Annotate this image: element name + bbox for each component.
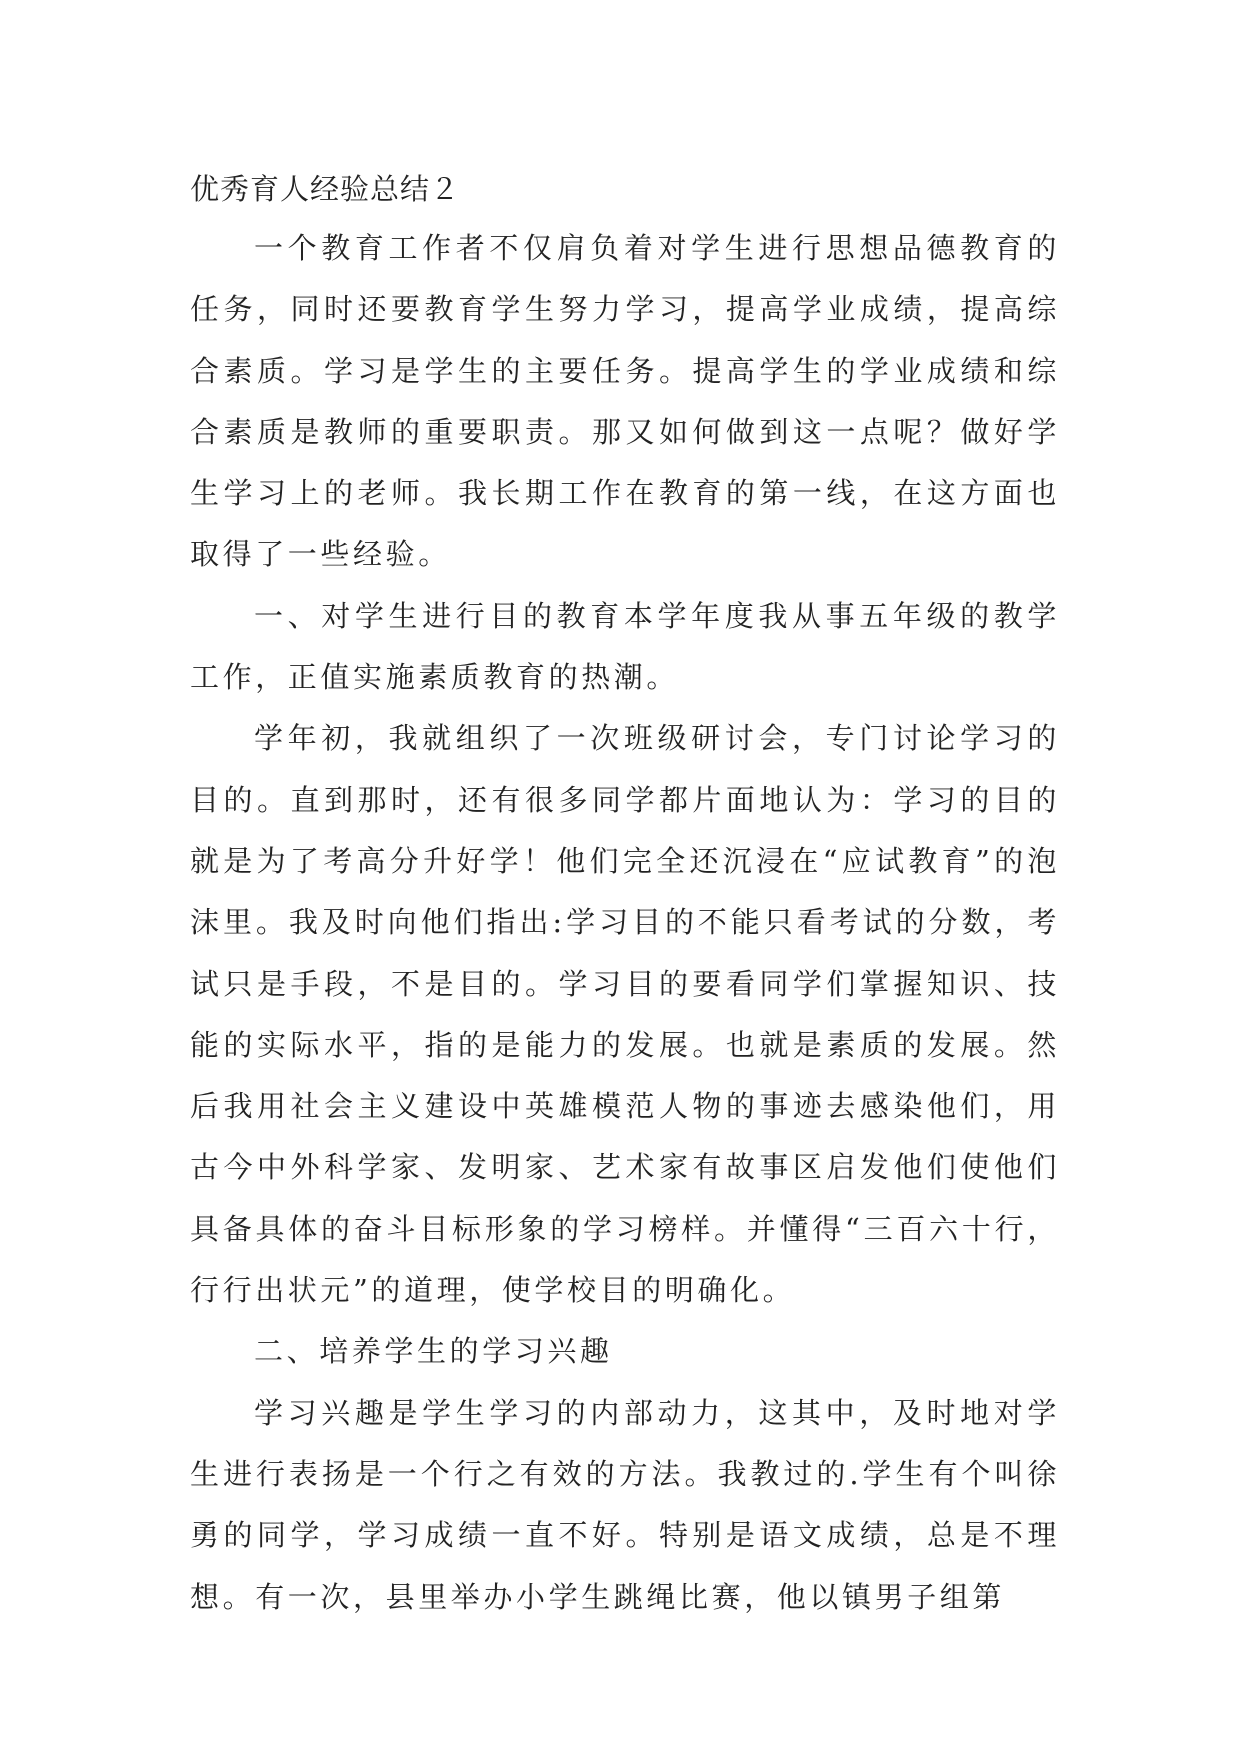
paragraph-study-interest: 学习兴趣是学生学习的内部动力，这其中，及时地对学生进行表扬是一个行之有效的方法。我教过的.学生有个叫徐勇的同学，学习成绩一直不好。特别是语文成绩，总是不理想。有一次，县里举办小学生跳绳比赛，他以镇男子组第 <box>190 1395 1060 1614</box>
document-body <box>190 160 1060 1628</box>
paragraph-section-one-heading: 一、对学生进行目的教育本学年度我从事五年级的教学工作，正值实施素质教育的热潮。 <box>190 598 1060 695</box>
paragraph-intro: 一个教育工作者不仅肩负着对学生进行思想品德教育的任务，同时还要教育学生努力学习，提高学业成绩，提高综合素质。学习是学生的主要任务。提高学生的学业成绩和综合素质是教师的重要职责。那又如何做到这一点呢？做好学生学习上的老师。我长期工作在教育的第一线，在这方面也取得了一些经验。 <box>190 231 1060 572</box>
document-title: 优秀育人经验总结２ <box>190 172 461 206</box>
paragraph-study-purpose: 学年初，我就组织了一次班级研讨会，专门讨论学习的目的。直到那时，还有很多同学都片面地认为：学习的目的就是为了考高分升好学！他们完全还沉浸在“应试教育”的泡沫里。我及时向他们指出:学习目的不能只看考试的分数，考试只是手段，不是目的。学习目的要看同学们掌握知识、技能的实际水平，指的是能力的发展。也就是素质的发展。然后我用社会主义建设中英雄模范人物的事迹去感染他们，用古今中外科学家、发明家、艺术家有故事区启发他们使他们具备具体的奋斗目标形象的学习榜样。并懂得“三百六十行，行行出状元”的道理，使学校目的明确化。 <box>190 721 1060 1308</box>
paragraph-section-two-heading: 二、培养学生的学习兴趣 <box>254 1334 613 1369</box>
